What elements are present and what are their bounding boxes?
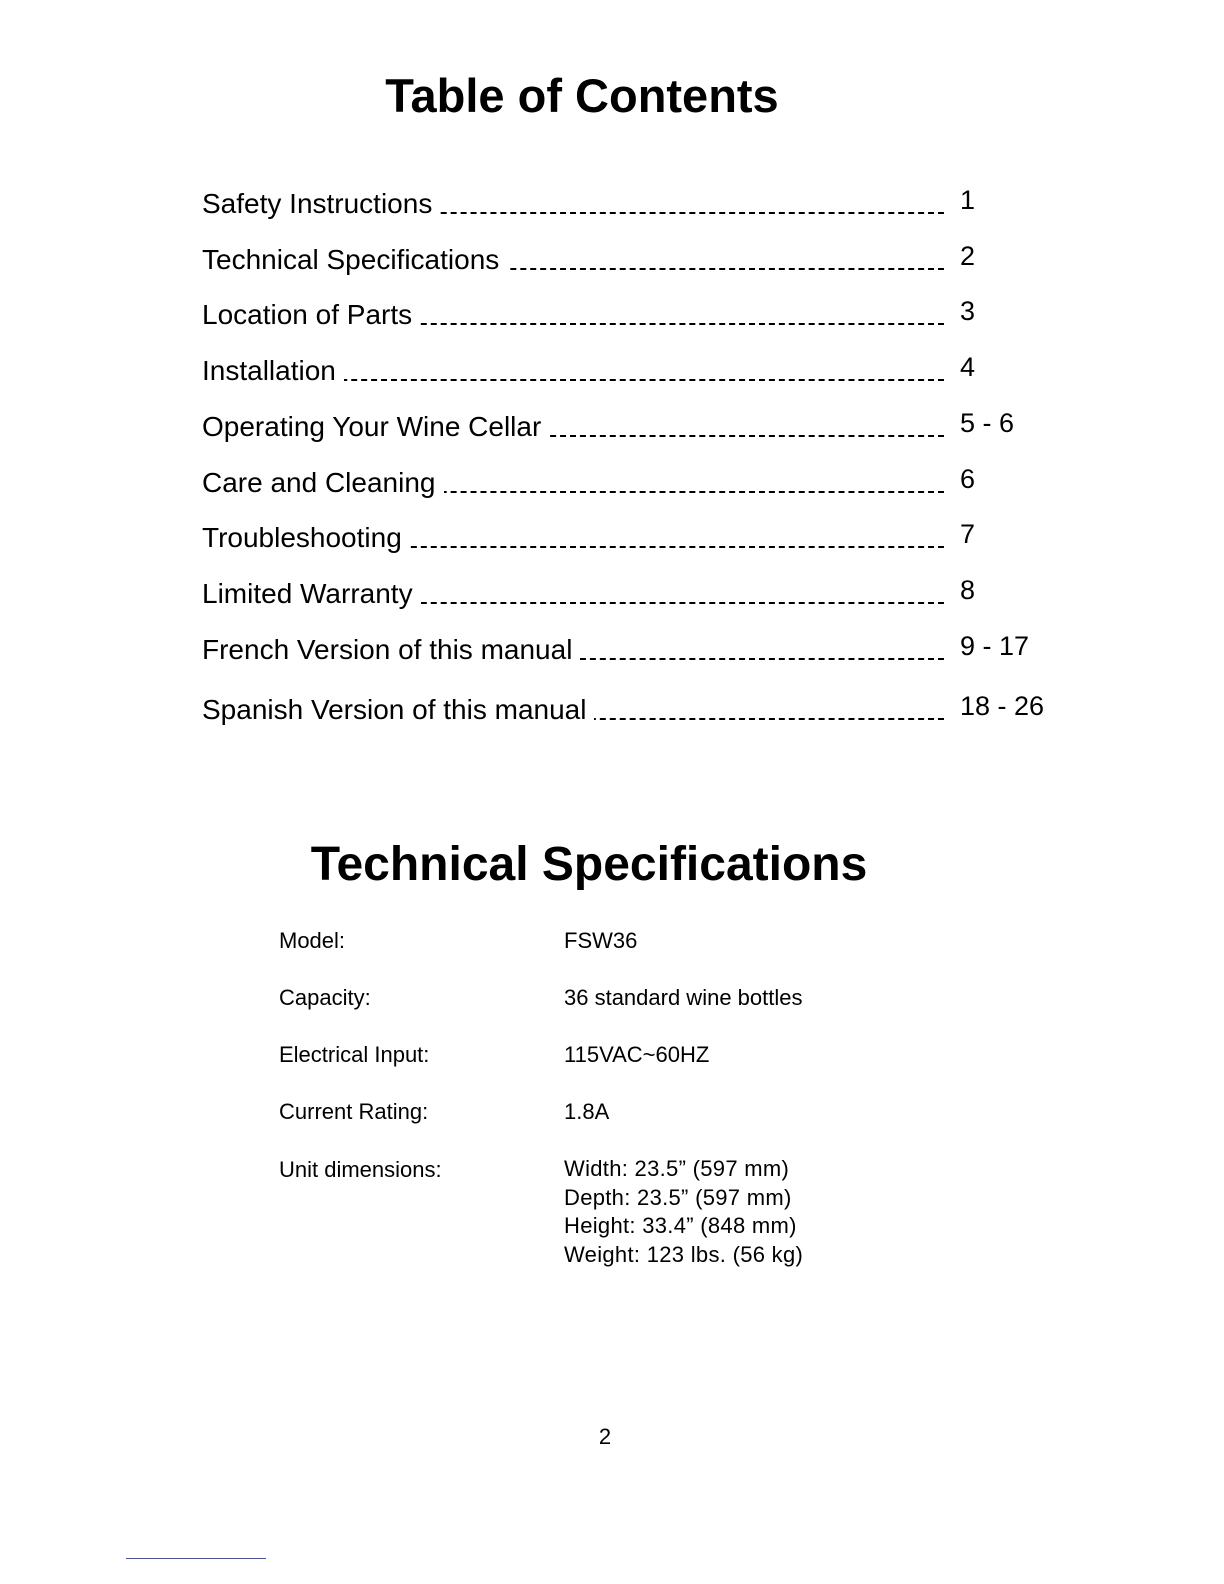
spec-value: FSW36 — [564, 928, 638, 953]
toc-entry — [202, 690, 1062, 730]
dimension-height: Height: 33.4” (848 mm) — [564, 1213, 797, 1238]
toc-entry-label: Care and Cleaning — [202, 463, 444, 503]
toc-entry-label: Limited Warranty — [202, 574, 421, 614]
specs-title: Technical Specifications — [310, 838, 868, 891]
toc-entry-label: Operating Your Wine Cellar — [202, 407, 549, 447]
toc-entry-page: 18 - 26 — [960, 691, 1045, 721]
toc-entry-label: Location of Parts — [202, 295, 420, 335]
toc-entry-page: 1 — [960, 185, 976, 215]
toc-entry-label: French Version of this manual — [202, 630, 580, 670]
toc-entry-page: 9 - 17 — [960, 631, 1030, 661]
toc-entry-page: 7 — [960, 519, 976, 549]
toc-entry-page: 5 - 6 — [960, 408, 1015, 438]
toc-entry-label: Technical Specifications — [202, 240, 507, 280]
toc-entry-page: 3 — [960, 296, 976, 326]
bottom-rule — [126, 1558, 266, 1559]
toc-entry — [202, 630, 1062, 670]
spec-value: 115VAC~60HZ — [564, 1042, 710, 1067]
toc-entry-label: Spanish Version of this manual — [202, 690, 594, 730]
spec-value: 1.8A — [564, 1099, 610, 1124]
toc-entry-page: 4 — [960, 352, 976, 382]
toc-entry-label: Troubleshooting — [202, 518, 410, 558]
spec-label: Current Rating: — [279, 1099, 429, 1124]
toc-entry-label: Safety Instructions — [202, 184, 440, 224]
page-number: 2 — [598, 1424, 612, 1449]
dimension-weight: Weight: 123 lbs. (56 kg) — [564, 1241, 804, 1267]
toc-entry-label: Installation — [202, 351, 344, 391]
spec-value: 36 standard wine bottles — [564, 985, 803, 1010]
toc-entry — [202, 463, 1062, 503]
toc-entry — [202, 351, 1062, 391]
toc-entry — [202, 295, 1062, 335]
dimension-width: Width: 23.5” (597 mm) — [564, 1156, 790, 1181]
toc-entry — [202, 574, 1062, 614]
spec-label: Electrical Input: — [279, 1042, 430, 1067]
toc-entry — [202, 240, 1062, 280]
spec-label: Capacity: — [279, 985, 371, 1010]
toc-entry — [202, 518, 1062, 558]
toc-entry-page: 6 — [960, 464, 976, 494]
dimension-depth: Depth: 23.5” (597 mm) — [564, 1184, 792, 1210]
toc-entry — [202, 407, 1062, 447]
toc-entry — [202, 184, 1062, 224]
dimension-lines — [564, 1155, 803, 1269]
spec-label: Unit dimensions: — [279, 1157, 442, 1182]
toc-entry-page: 8 — [960, 575, 976, 605]
toc-entry-page: 2 — [960, 241, 976, 271]
spec-label: Model: — [279, 928, 346, 953]
toc-title: Table of Contents — [385, 69, 779, 122]
